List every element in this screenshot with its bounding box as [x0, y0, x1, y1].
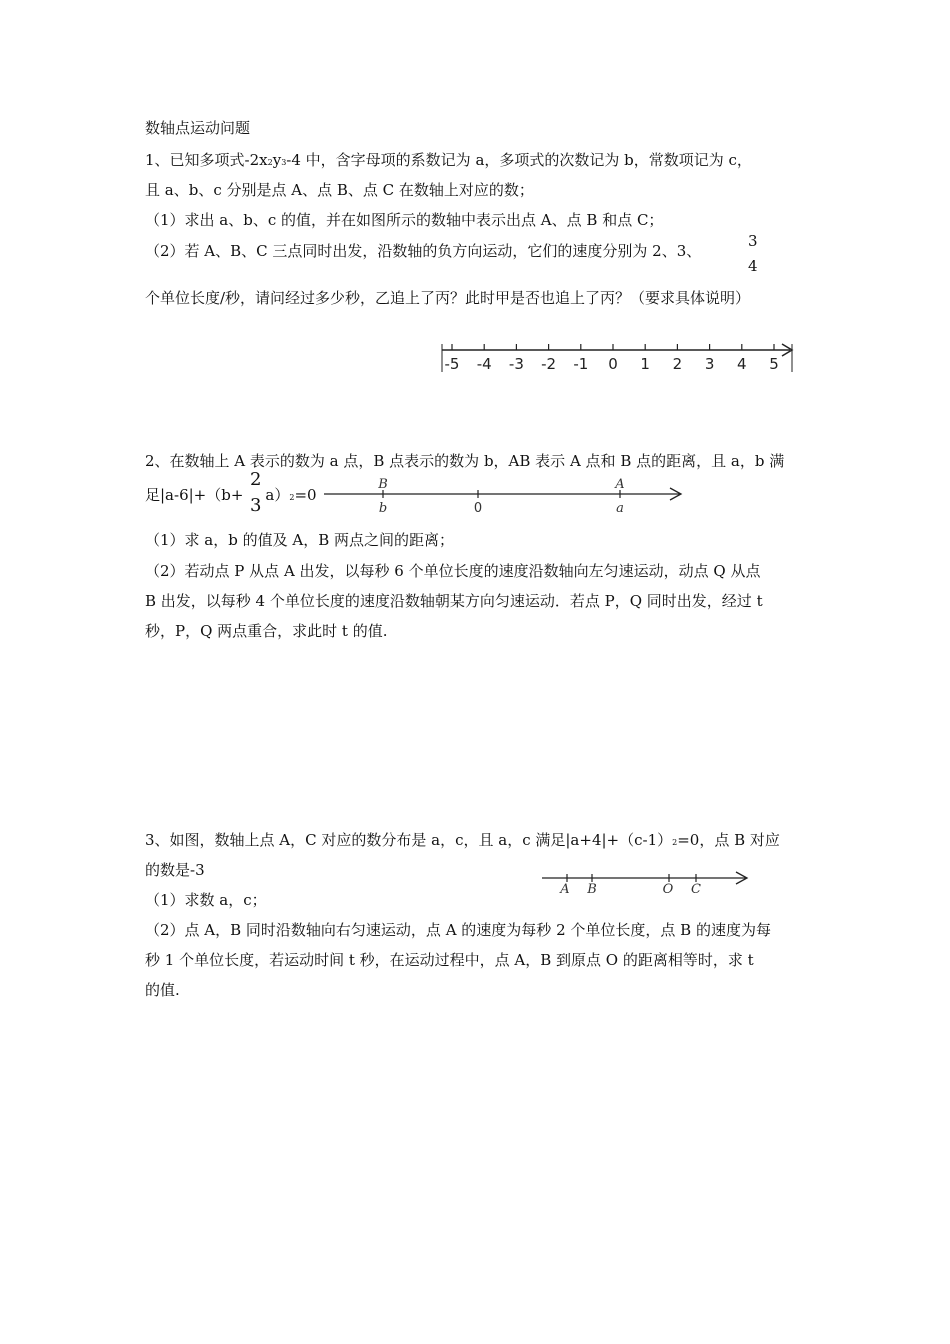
- q2-label-A: A: [615, 477, 625, 492]
- q1-frac-num: 3: [748, 232, 758, 250]
- q1-tick-label: 3: [704, 355, 715, 373]
- q3-l1-sup: 2: [672, 838, 678, 847]
- q2-label-0: 0: [473, 501, 483, 516]
- q2-label-a: a: [616, 501, 624, 516]
- q3-line-4: （2）点 A，B 同时沿数轴向右匀速运动，点 A 的速度为每秒 2 个单位长度，点 B 的速度为每: [145, 921, 771, 939]
- q3-label-B: B: [587, 882, 597, 897]
- q1-line-5: 个单位长度/秒，请问经过多少秒，乙追上了丙？此时甲是否也追上了丙？（要求具体说明）: [145, 289, 751, 307]
- q1-tick-label: -3: [508, 355, 524, 373]
- q1-l1-mid: y: [272, 151, 282, 169]
- q1-tick-label: -2: [541, 355, 557, 373]
- q2-l2-pre: 足|a-6|+（b+: [145, 486, 244, 504]
- q3-l1-pre: 3、如图，数轴上点 A，C 对应的数分布是 a，c，且 a，c 满足|a+4|+（c-1）: [145, 831, 673, 849]
- q2-line-5: B 出发，以每秒 4 个单位长度的速度沿数轴朝某方向匀速运动．若点 P，Q 同时出发，经过 t: [145, 592, 763, 610]
- q1-l1-sub1: 2: [267, 158, 273, 167]
- q3-label-C: C: [691, 882, 701, 897]
- q1-tick-label: -5: [444, 355, 460, 373]
- q2-l2-post: a）: [265, 486, 290, 504]
- q1-tick-label: 1: [640, 355, 650, 373]
- q2-frac-num: 2: [250, 469, 262, 490]
- q1-tick-label: 0: [608, 355, 618, 373]
- q2-l2-end: =0: [294, 486, 317, 504]
- q3-label-A: A: [560, 882, 570, 897]
- q1-line-1: [145, 150, 752, 173]
- q3-line-1: [145, 830, 780, 853]
- page-title: 数轴点运动问题: [145, 119, 251, 137]
- q3-line-2: 的数是-3: [145, 861, 205, 879]
- q2-line-3: （1）求 a，b 的值及 A，B 两点之间的距离；: [145, 531, 455, 549]
- q2-line-2: [145, 485, 317, 508]
- q1-l1-post: -4 中，含字母项的系数记为 a，多项式的次数记为 b，常数项记为 c，: [286, 151, 752, 169]
- q1-l1-pre: 1、已知多项式-2x: [145, 151, 268, 169]
- q1-line-4: （2）若 A、B、C 三点同时出发，沿数轴的负方向运动，它们的速度分别为 2、3、: [145, 242, 702, 260]
- q3-line-5: 秒 1 个单位长度，若运动时间 t 秒，在运动过程中，点 A，B 到原点 O 的距离相等时，求 t: [145, 951, 754, 969]
- q3-number-line: [538, 866, 753, 898]
- q2-line-1: 2、在数轴上 A 表示的数为 a 点，B 点表示的数为 b，AB 表示 A 点和 B 点的距离，且 a，b 满: [145, 452, 785, 470]
- q1-number-line: [438, 338, 798, 378]
- q1-line-3: （1）求出 a、b、c 的值，并在如图所示的数轴中表示出点 A、点 B 和点 C；: [145, 211, 664, 229]
- q3-l1-post: =0，点 B 对应: [677, 831, 780, 849]
- q1-frac-den: 4: [748, 257, 758, 275]
- q2-label-b: b: [378, 501, 388, 516]
- q1-tick-label: -4: [476, 355, 492, 373]
- q1-tick-label: 5: [769, 355, 779, 373]
- q3-line-3: （1）求数 a，c；: [145, 891, 267, 909]
- q3-label-O: O: [662, 882, 674, 897]
- q2-l2-sup: 2: [289, 493, 295, 502]
- q2-line-4: （2）若动点 P 从点 A 出发，以每秒 6 个单位长度的速度沿数轴向左匀速运动，动点 Q 从点: [145, 562, 761, 580]
- q1-line-2: 且 a、b、c 分别是点 A、点 B、点 C 在数轴上对应的数；: [145, 181, 534, 199]
- q2-number-line: [320, 472, 690, 518]
- q1-tick-label: 4: [737, 355, 747, 373]
- q2-label-B: B: [378, 477, 388, 492]
- q2-frac-den: 3: [250, 495, 262, 516]
- q2-line-6: 秒，P，Q 两点重合，求此时 t 的值.: [145, 622, 388, 640]
- q3-line-6: 的值.: [145, 981, 180, 999]
- q1-tick-label: -1: [573, 355, 589, 373]
- q1-l1-sub2: 3: [281, 158, 287, 167]
- q1-tick-label: 2: [672, 355, 683, 373]
